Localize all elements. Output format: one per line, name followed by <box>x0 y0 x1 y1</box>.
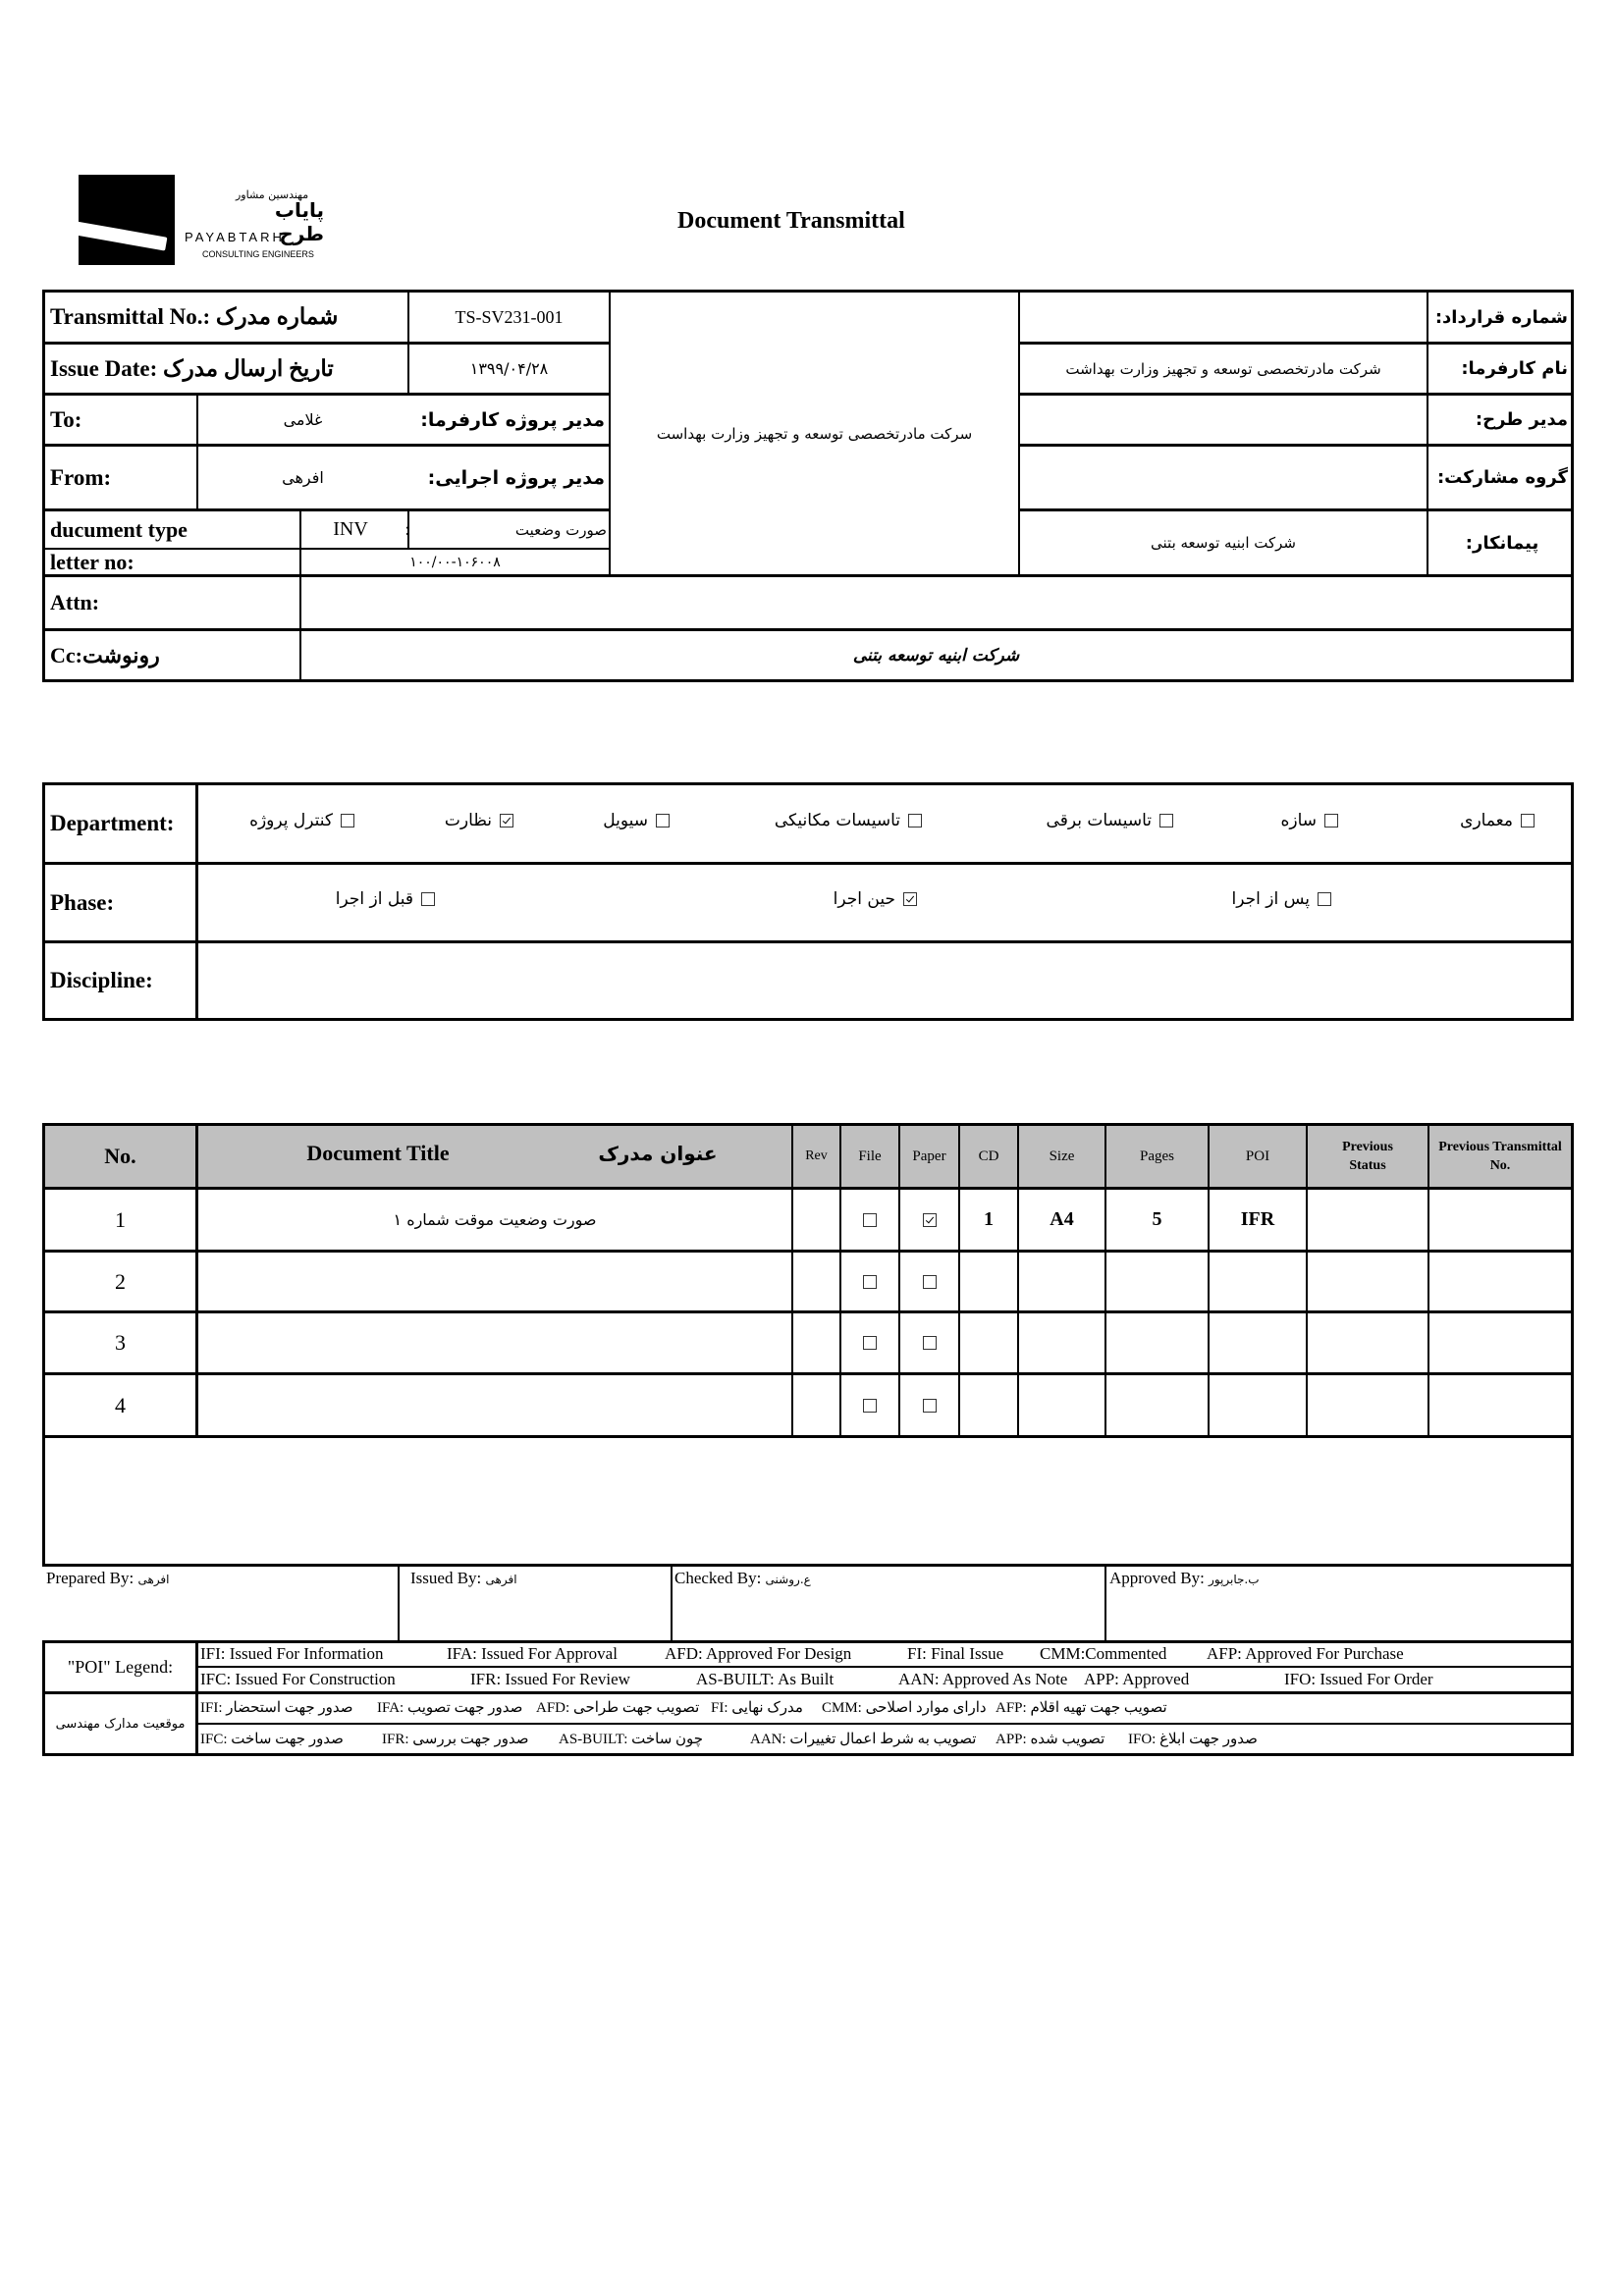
legend-aan: AAN: Approved As Note <box>898 1670 1068 1688</box>
project-owner-text: سرکت مادرتخصصی توسعه و تجهیز وزارت بهداست <box>656 424 973 443</box>
checkbox-icon[interactable] <box>923 1336 937 1350</box>
row-1-file[interactable] <box>841 1190 898 1250</box>
col-header-paper: Paper <box>912 1148 946 1164</box>
checkbox-icon[interactable] <box>341 814 354 828</box>
col-header-cd: CD <box>978 1148 999 1164</box>
checkbox-icon[interactable] <box>863 1213 877 1227</box>
document-type-code[interactable]: INV <box>333 518 368 540</box>
row-3-no: 3 <box>115 1330 126 1355</box>
issued-by <box>410 1569 517 1588</box>
col-header-size: Size <box>1049 1148 1075 1164</box>
legend-fa-cmm: CMM: دارای موارد اصلاحی <box>822 1700 987 1716</box>
checkbox-icon[interactable] <box>1521 814 1535 828</box>
phase-option-label: قبل از اجرا <box>335 889 413 909</box>
logo-en-sub: CONSULTING ENGINEERS <box>202 249 314 259</box>
approved-by <box>1109 1569 1260 1588</box>
department-option-label: کنترل پروژه <box>249 811 333 830</box>
col-header-pages: Pages <box>1140 1148 1174 1164</box>
legend-fa-ifc: IFC: صدور جهت ساخت <box>200 1732 344 1747</box>
department-option-civil[interactable] <box>603 811 670 830</box>
department-option-architecture[interactable] <box>1460 811 1535 830</box>
legend-afp: AFP: Approved For Purchase <box>1207 1644 1404 1663</box>
legend-fa-row-1 <box>200 1698 1571 1722</box>
legend-fa-aan: AAN: تصویب به شرط اعمال تغییرات <box>750 1732 977 1747</box>
checkbox-icon[interactable] <box>923 1275 937 1289</box>
col-header-title-fa: عنوان مدرک <box>598 1142 718 1165</box>
exec-pm-label: مدیر پروژه اجرایی: <box>427 466 605 489</box>
row-1-cd[interactable]: 1 <box>984 1208 994 1230</box>
col-header-title-en: Document Title <box>306 1141 450 1165</box>
contractor-label: پیمانکار: <box>1465 532 1539 554</box>
approved-by-value[interactable]: ب.جابرپور <box>1209 1573 1260 1586</box>
partnership-label: گروه مشارکت: <box>1436 467 1568 488</box>
col-header-prev-status: Previous Status <box>1342 1140 1393 1173</box>
row-4-no: 4 <box>115 1392 126 1417</box>
legend-fa-as-built: AS-BUILT: چون ساخت <box>559 1732 704 1747</box>
phase-label: Phase: <box>50 889 115 915</box>
document-type-sep: : <box>404 519 410 539</box>
row-3-paper[interactable] <box>900 1313 958 1372</box>
legend-fa-fi: FI: مدرک نهایی <box>711 1700 803 1716</box>
prepared-by-value[interactable]: افرهی <box>137 1573 170 1586</box>
issue-date-value[interactable]: ۱۳۹۹/۰۴/۲۸ <box>469 359 549 378</box>
department-option-label: معماری <box>1460 811 1513 830</box>
legend-fa-ifi: IFI: صدور جهت استحضار <box>200 1700 353 1716</box>
transmittal-no-value[interactable]: TS-SV231-001 <box>455 306 564 327</box>
legend-afd: AFD: Approved For Design <box>665 1644 852 1663</box>
row-2-file[interactable] <box>841 1253 898 1310</box>
checkbox-checked-icon[interactable] <box>500 814 513 828</box>
from-value[interactable]: افرهی <box>282 468 324 487</box>
legend-fa-afd: AFD: تصویب جهت طراحی <box>536 1700 700 1716</box>
checkbox-icon[interactable] <box>421 892 435 906</box>
client-name-label: نام کارفرما: <box>1461 358 1568 379</box>
phase-option-post-execution[interactable] <box>1232 889 1331 909</box>
row-2-title[interactable] <box>198 1253 791 1310</box>
department-option-structure[interactable] <box>1280 811 1338 830</box>
remarks-area[interactable] <box>45 1438 1571 1564</box>
legend-fa-ifr: IFR: صدور جهت بررسی <box>382 1732 529 1747</box>
row-3-title[interactable] <box>198 1313 791 1372</box>
checkbox-icon[interactable] <box>863 1399 877 1413</box>
contract-no-label: شماره قرارداد: <box>1434 306 1568 328</box>
transmittal-no-label: Transmittal No.: شماره مدرک <box>50 304 339 329</box>
checkbox-icon[interactable] <box>1318 892 1331 906</box>
logo-fa-name: پایاب طرح <box>274 198 324 245</box>
department-option-label: تاسیسات برقی <box>1046 811 1152 830</box>
row-1-pages[interactable]: 5 <box>1152 1208 1162 1230</box>
row-1-rev[interactable] <box>793 1190 839 1250</box>
legend-ifa: IFA: Issued For Approval <box>447 1644 618 1663</box>
checkbox-icon[interactable] <box>1159 814 1173 828</box>
legend-ifr: IFR: Issued For Review <box>470 1670 630 1688</box>
legend-ifi: IFI: Issued For Information <box>200 1644 384 1663</box>
department-option-supervision[interactable] <box>445 811 513 830</box>
letter-no-label: letter no: <box>50 550 135 574</box>
logo-mark-icon <box>79 175 175 265</box>
attn-value[interactable] <box>301 577 1571 628</box>
checkbox-icon[interactable] <box>1324 814 1338 828</box>
phase-option-label: پس از اجرا <box>1231 889 1310 909</box>
page-title: Document Transmittal <box>677 208 905 234</box>
checkbox-icon[interactable] <box>863 1275 877 1289</box>
legend-fa-row-2 <box>200 1730 1571 1753</box>
logo-en-name: PAYABTARH <box>185 230 285 244</box>
row-1-poi[interactable]: IFR <box>1240 1208 1275 1230</box>
discipline-label: Discipline: <box>50 968 153 992</box>
document-type-label: ducument type <box>50 516 188 542</box>
poi-legend-fa-label: موقعیت مدارک مهندسی <box>55 1716 186 1732</box>
checked-by-label: Checked By: <box>674 1569 762 1587</box>
project-manager-value[interactable] <box>1020 396 1427 444</box>
department-option-label: تاسیسات مکانیکی <box>774 811 900 830</box>
department-option-mechanical[interactable] <box>775 811 922 830</box>
attn-label: Attn: <box>50 590 100 614</box>
legend-ifc: IFC: Issued For Construction <box>200 1670 396 1688</box>
row-1-title[interactable]: صورت وضعیت موقت شماره ۱ <box>393 1210 597 1229</box>
legend-app: APP: Approved <box>1084 1670 1190 1688</box>
col-header-file: File <box>858 1148 882 1164</box>
checked-by <box>674 1569 811 1588</box>
row-1-size[interactable]: A4 <box>1050 1208 1074 1230</box>
checkbox-icon[interactable] <box>656 814 670 828</box>
contract-no-value[interactable] <box>1020 293 1427 342</box>
issued-by-value[interactable]: افرهی <box>485 1573 517 1586</box>
phase-option-during-execution[interactable] <box>834 889 917 909</box>
checked-by-value[interactable]: ع.روشنی <box>765 1573 811 1586</box>
department-option-label: سیویل <box>603 811 648 830</box>
partnership-value[interactable] <box>1020 447 1427 508</box>
phase-option-label: حین اجرا <box>833 889 895 909</box>
department-option-project-control[interactable] <box>249 811 354 830</box>
row-2-no: 2 <box>115 1268 126 1294</box>
checkbox-icon[interactable] <box>923 1399 937 1413</box>
prepared-by-label: Prepared By: <box>46 1569 135 1587</box>
legend-fa-afp: AFP: تصویب جهت تهیه اقلام <box>996 1700 1167 1716</box>
row-2-paper[interactable] <box>900 1253 958 1310</box>
row-4-file[interactable] <box>841 1375 898 1435</box>
legend-fi: FI: Final Issue <box>907 1644 1004 1663</box>
checkbox-checked-icon[interactable] <box>923 1213 937 1227</box>
row-1-paper[interactable] <box>900 1190 958 1250</box>
cc-value[interactable]: شرکت ابنیه توسعه بتنی <box>852 645 1020 666</box>
legend-en-row-1 <box>200 1644 1571 1666</box>
poi-legend-label: "POI" Legend: <box>67 1657 174 1677</box>
legend-cmm: CMM:Commented <box>1040 1644 1167 1663</box>
department-option-label: سازه <box>1280 811 1317 830</box>
phase-option-pre-execution[interactable] <box>336 889 435 909</box>
row-1-prev-transmittal[interactable] <box>1429 1190 1571 1250</box>
letter-no-value[interactable]: ۱۰۰/۰۰-۱۰۶۰۰۸ <box>409 554 501 570</box>
to-value[interactable]: غلامی <box>283 410 323 429</box>
legend-en-row-2 <box>200 1670 1571 1691</box>
row-4-paper[interactable] <box>900 1375 958 1435</box>
department-option-label: نظارت <box>444 811 492 830</box>
col-header-prev-transmittal: Previous Transmittal No. <box>1438 1140 1562 1173</box>
legend-as-built: AS-BUILT: As Built <box>696 1670 835 1688</box>
department-label: Department: <box>50 811 175 835</box>
contractor-value[interactable]: شرکت ابنیه توسعه بتنی <box>1151 534 1296 552</box>
legend-fa-ifa: IFA: صدور جهت تصویب <box>377 1700 523 1716</box>
row-4-title[interactable] <box>198 1375 791 1435</box>
from-label: From: <box>50 464 112 490</box>
discipline-value[interactable] <box>198 943 1571 1018</box>
legend-fa-ifo: IFO: صدور جهت ابلاغ <box>1128 1732 1258 1747</box>
company-logo <box>79 175 324 265</box>
document-type-value[interactable]: صورت وضعیت <box>514 520 607 539</box>
legend-fa-app: APP: تصویب شده <box>996 1732 1105 1747</box>
col-header-no: No. <box>104 1144 136 1168</box>
approved-by-label: Approved By: <box>1109 1569 1205 1587</box>
checkbox-icon[interactable] <box>908 814 922 828</box>
row-3-file[interactable] <box>841 1313 898 1372</box>
issued-by-label: Issued By: <box>410 1569 482 1587</box>
col-header-rev: Rev <box>805 1148 828 1163</box>
cc-label: Cc:رونوشت <box>50 642 160 667</box>
client-name-value[interactable]: شرکت مادرتخصصی توسعه و تجهیز وزارت بهداشت <box>1065 359 1381 378</box>
client-pm-label: مدیر پروژه کارفرما: <box>420 408 605 431</box>
issue-date-label: Issue Date: تاریخ ارسال مدرک <box>50 355 334 381</box>
checkbox-icon[interactable] <box>863 1336 877 1350</box>
to-label: To: <box>50 406 82 432</box>
row-1-prev-status[interactable] <box>1308 1190 1427 1250</box>
department-option-electrical[interactable] <box>1047 811 1173 830</box>
checkbox-checked-icon[interactable] <box>903 892 917 906</box>
project-manager-label: مدیر طرح: <box>1475 409 1568 430</box>
logo-fa-small: مهندسین مشاور <box>236 188 309 201</box>
row-1-no: 1 <box>115 1206 126 1232</box>
prepared-by <box>46 1569 170 1588</box>
legend-ifo: IFO: Issued For Order <box>1284 1670 1433 1688</box>
col-header-poi: POI <box>1245 1148 1270 1164</box>
